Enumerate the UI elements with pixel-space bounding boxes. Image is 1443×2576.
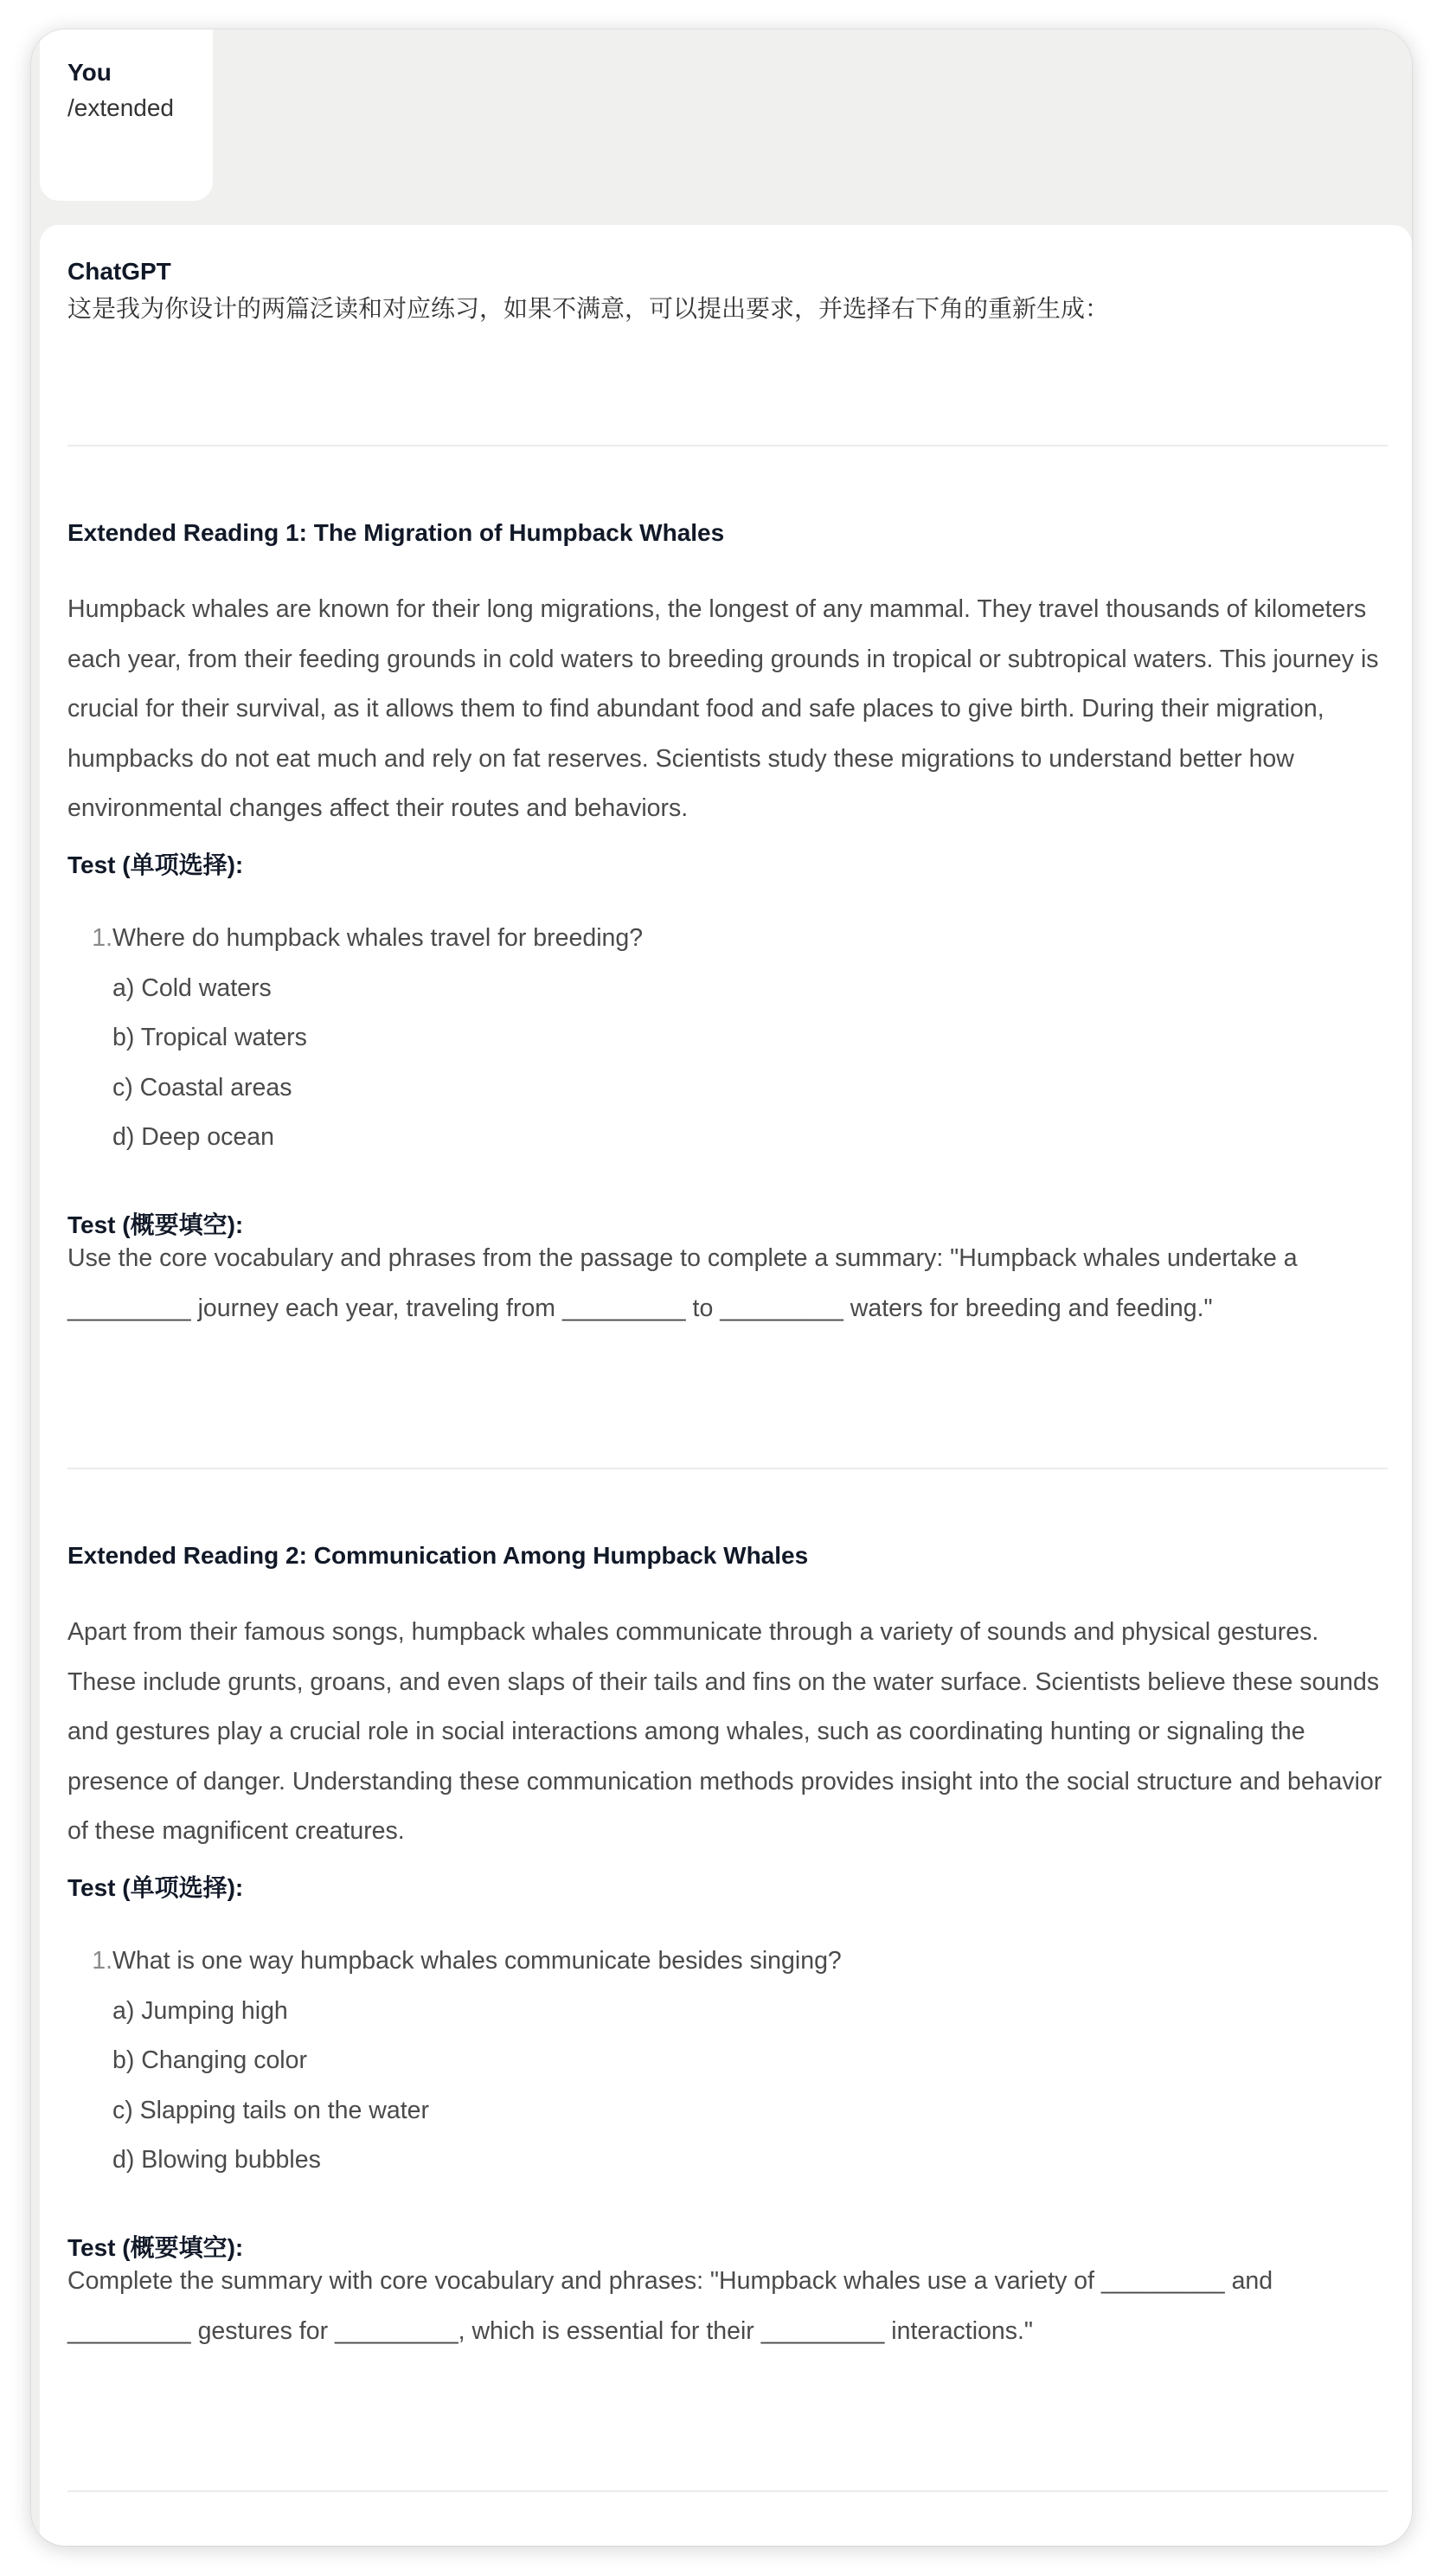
assistant-name: ChatGPT (67, 258, 171, 285)
option-d: d) Deep ocean (112, 1123, 274, 1151)
user-message-text: /extended (67, 94, 174, 121)
question-number: 1. (92, 1947, 112, 1975)
reading-1-paragraph: Humpback whales are known for their long migrations, the longest of any mammal. They travel thousands of kilometers each year, from their feeding grounds in cold waters to breeding grounds in tropical or subtropical waters. This journey is crucial for their survival, as it allows them to find abundant food and safe places to give birth. During their migration, humpbacks do not eat much and rely on fat reserves. Scientists study these migrations to understand better how environmental changes affect their routes and behaviors. (67, 595, 1379, 822)
option-a: a) Cold waters (112, 973, 272, 1002)
user-message-bubble (40, 29, 213, 201)
assistant-intro: 这是我为你设计的两篇泛读和对应练习，如果不满意，可以提出要求，并选择右下角的重新生成： (67, 295, 1110, 322)
assistant-reply (40, 225, 1412, 2546)
option-a: a) Jumping high (112, 1996, 288, 2025)
question-number: 1. (92, 924, 112, 952)
reading-2-mc-label: Test (单项选择): (67, 1874, 244, 1901)
reading-1-title: Extended Reading 1: The Migration of Humpback Whales (67, 519, 725, 546)
reading-2-summary-label: Test (概要填空): (67, 2234, 244, 2261)
reading-1-summary-label: Test (概要填空): (67, 1211, 244, 1238)
reading-2-paragraph: Apart from their famous songs, humpback whales communicate through a variety of sounds and physical gestures. These include grunts, groans, and even slaps of their tails and fins on the water surface. Scientists believe these sounds and gestures play a crucial role in social interactions among whales, such as coordinating hunting or signaling the presence of danger. Understanding these communication methods provides insight into the social structure and behavior of these magnificent creatures. (67, 1618, 1382, 1845)
reading-1-summary: Use the core vocabulary and phrases from the passage to complete a summary: "Humpback whales undertake a _________ journey each year, traveling from _________ to _________ waters for breeding and feeding." (67, 1244, 1298, 1322)
reading-1-mc-label: Test (单项选择): (67, 851, 244, 878)
reading-2-summary: Complete the summary with core vocabulary and phrases: "Humpback whales use a variety of _________ and _________ gestures for _________, which is essential for their _________ interactions." (67, 2267, 1273, 2345)
option-c: c) Coastal areas (112, 1073, 292, 1102)
reading-2-question (67, 1937, 1391, 2186)
option-b: b) Changing color (112, 2046, 307, 2074)
option-b: b) Tropical waters (112, 1024, 307, 1051)
divider (67, 2490, 1388, 2492)
divider (67, 445, 1388, 446)
divider (67, 1468, 1388, 1469)
question-text: Where do humpback whales travel for breeding? (112, 924, 644, 952)
option-c: c) Slapping tails on the water (112, 2096, 429, 2124)
option-d: d) Blowing bubbles (112, 2146, 321, 2174)
reading-2-title: Extended Reading 2: Communication Among Humpback Whales (67, 1542, 809, 1569)
reading-1-question (67, 914, 1391, 1163)
user-name: You (67, 59, 112, 86)
chat-window (31, 29, 1412, 2546)
question-text: What is one way humpback whales communicate besides singing? (112, 1947, 842, 1975)
